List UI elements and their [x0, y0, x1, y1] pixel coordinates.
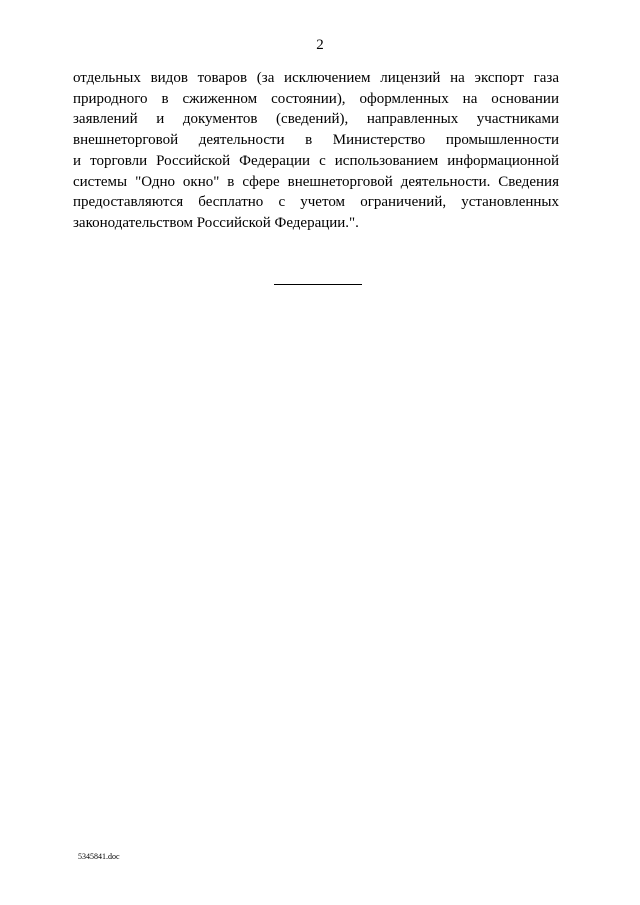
- text-line: отдельных видов товаров (за исключением лицензий на экспорт газа: [73, 70, 559, 86]
- text-line: предоставляются бесплатно с учетом ограничений, установленных: [73, 194, 559, 211]
- end-separator-line: [274, 284, 362, 285]
- document-body-text: [73, 68, 559, 234]
- text-line: и торговли Российской Федерации с использованием информационной: [73, 152, 559, 169]
- text-line: природного в сжиженном состоянии), оформленных на основании: [73, 90, 559, 107]
- text-line: заявлений и документов (сведений), направленных участниками: [73, 111, 559, 128]
- footer-file-name: 5345841.doc: [78, 852, 120, 861]
- text-line: внешнеторговой деятельности в Министерство промышленности: [73, 132, 559, 149]
- text-line: системы "Одно окно" в сфере внешнеторговой деятельности. Сведения: [73, 173, 559, 190]
- text-line-last: законодательством Российской Федерации.".: [73, 214, 359, 231]
- page-number: 2: [316, 37, 324, 53]
